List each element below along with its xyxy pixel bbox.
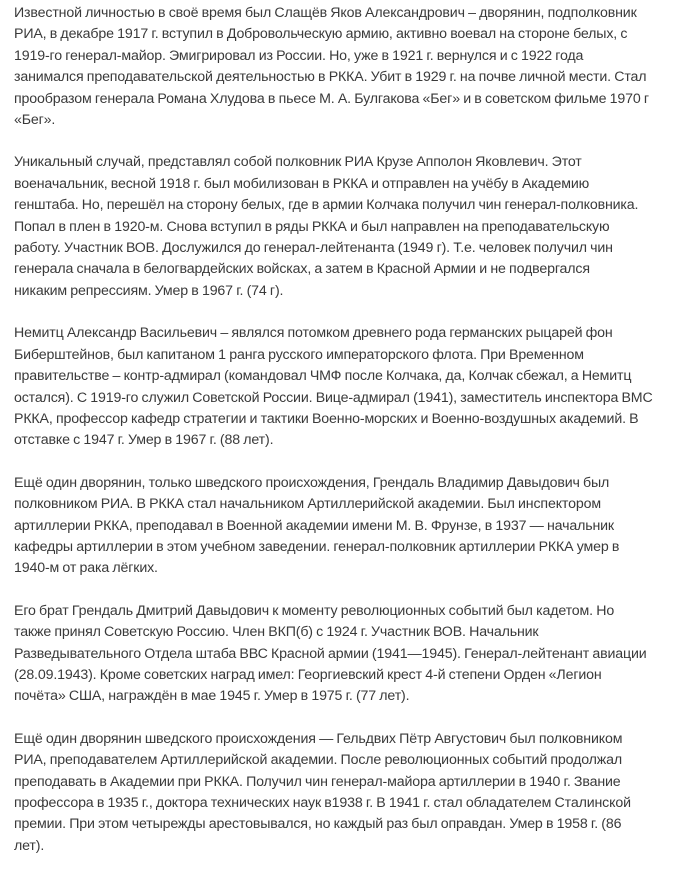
text-line: Попал в плен в 1920-м. Снова вступил в ряды РККА и был направлен на преподавательскую [14,218,610,235]
text-line: Немитц Александр Васильевич – являлся потомком древнего рода германских рыцарей фон [14,325,613,342]
text-line: 1919-го генерал-майор. Эмигрировал из России. Но, уже в 1921 г. вернулся и с 1922 года [14,47,584,64]
text-line: РИА, в декабре 1917 г. вступил в Добровольческую армию, активно воевал на стороне белых, с [14,26,628,43]
text-line: отставке с 1947 г. Умер в 1967 г. (88 лет). [14,432,274,449]
paragraph-slashchev [14,3,683,131]
text-line: РИА, преподавателем Артиллерийской академии. После революционных событий продолжал [14,752,622,769]
paragraph-nemitts [14,323,683,451]
text-line: Ещё один дворянин шведского происхождения — Гельдвих Пётр Августович был полковником [14,730,623,747]
text-line: «Бег». [14,112,56,129]
paragraph-grendal-vladimir [14,473,683,580]
text-line: остался). С 1919-го служил Советской России. Вице-адмирал (1941), заместитель инспектора ВМС [14,389,653,406]
text-line: профессора в 1935 г., доктора технических наук в1938 г. В 1941 г. стал обладателем Сталинской [14,795,631,811]
text-line: преподавать в Академии при РККА. Получил чин генерал-майора артиллерии в 1940 г. Звание [14,773,621,790]
text-line: военачальник, весной 1918 г. был мобилизован в РККА и отправлен на учёбу в Академию [14,175,590,192]
text-line: Уникальный случай, представлял собой полковник РИА Крузе Апполон Яковлевич. Этот [14,154,582,171]
text-line: лет). [14,837,45,854]
text-line: прообразом генерала Романа Хлудова в пьесе М. А. Булгакова «Бег» и в советском фильме 1970 г [14,90,649,107]
text-line: генерала сначала в белогвардейских войсках, а затем в Красной Армии и не подвергался [14,261,590,278]
text-line: РККА, профессор кафедр стратегии и тактики Военно-морских и Военно-воздушных академий. В [14,410,639,427]
text-line: (28.09.1943). Кроме советских наград имел: Георгиевский крест 4-й степени Орден «Легион [14,666,602,683]
paragraph-geldvikh [14,729,683,857]
text-line: полковником РИА. В РККА стал начальником Артиллерийской академии. Был инспектором [14,496,601,513]
paragraph-grendal-dmitry [14,601,683,708]
text-line: премии. При этом четырежды арестовывался, но каждый раз был оправдан. Умер в 1958 г. (86 [14,816,622,833]
text-line: Разведывательного Отдела штаба ВВС Красной армии (1941—1945). Генерал-лейтенант авиации [14,645,647,662]
text-line: занимался преподавательской деятельностью в РККА. Убит в 1929 г. на почве личной мести. Стал [14,69,647,86]
paragraph-kruze [14,152,683,302]
text-line: также принял Советскую Россию. Член ВКП(б) с 1924 г. Участник ВОВ. Начальник [14,624,539,641]
text-line: генштаба. Но, перешёл на сторону белых, где в армии Колчака получил чин генерал-полковника. [14,197,639,214]
text-line: кафедры артиллерии в этом учебном заведении. генерал-полковник артиллерии РККА умер в [14,538,620,555]
text-line: правительстве – контр-адмирал (командовал ЧМФ после Колчака, да, Колчак сбежал, а Немитц [14,368,632,385]
text-line: Ещё один дворянин, только шведского происхождения, Грендаль Владимир Давыдович был [14,474,610,491]
text-line: никаким репрессиям. Умер в 1967 г. (74 г). [14,282,284,299]
text-line: работу. Участник ВОВ. Дослужился до генерал-лейтенанта (1949 г). Т.е. человек получил чин [14,240,613,257]
text-line: артиллерии РККА, преподавал в Военной академии имени М. В. Фрунзе, в 1937 — начальник [14,517,614,534]
text-line: почёта» США, награждён в мае 1945 г. Умер в 1975 г. (77 лет). [14,688,410,705]
text-line: Его брат Грендаль Дмитрий Давыдович к моменту революционных событий был кадетом. Но [14,602,615,619]
text-line: 1940-м от рака лёгких. [14,560,158,577]
text-line: Известной личностью в своё время был Слащёв Яков Александрович – дворянин, подполковник [14,5,637,21]
text-line: Биберштейнов, был капитаном 1 ранга русского императорского флота. При Временном [14,346,584,363]
